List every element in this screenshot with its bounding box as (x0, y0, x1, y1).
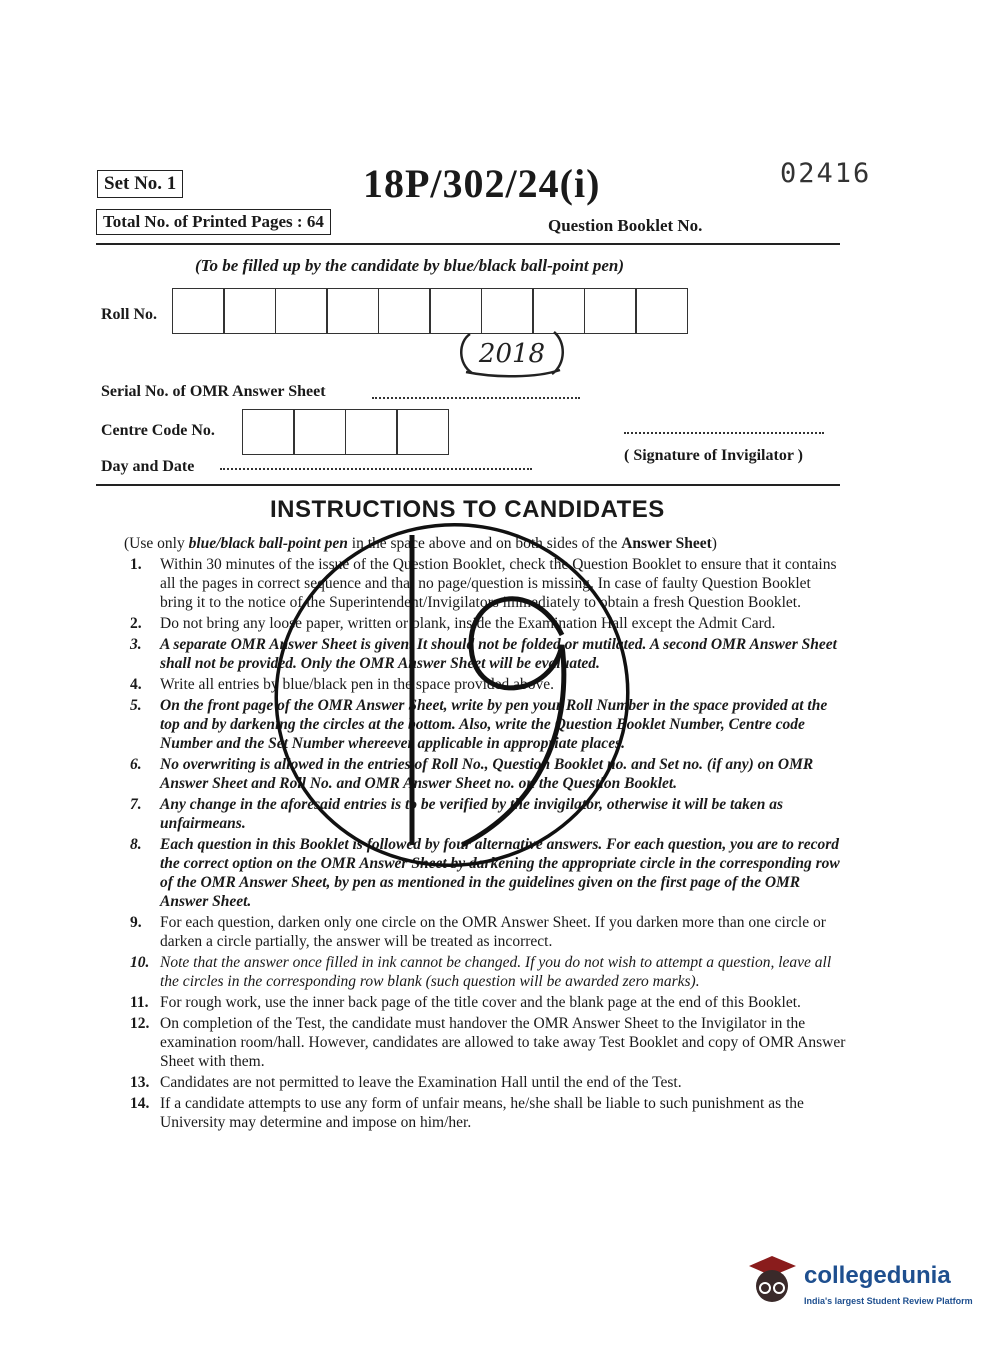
handwritten-year-stamp (456, 328, 568, 378)
instruction-item: 5. On the front page of the OMR Answer Sheet, write by pen your Roll Number in the space provided at the top and by darkening the circles at the bottom. Also, write the Question Booklet Number, Centre code Number and the Set Number whereever applicable in appropriate places. (130, 697, 828, 752)
instruction-item: 1. Within 30 minutes of the issue of the Question Booklet, check the Question Booklet to ensure that it contains all the pages in correct sequence and that no page/question is missing. In case of faulty Question Booklet bring it to the notice of the Superintendent/Invigilators immediately to obtain a fresh Question Booklet. (130, 556, 837, 611)
centre-code-label: Centre Code No. (101, 422, 215, 439)
instruction-item: 2. Do not bring any loose paper, written or blank, inside the Examination Hall except the Admit Card. (130, 615, 776, 632)
roll-label: Roll No. (101, 306, 157, 323)
booklet-number: 02416 (780, 158, 872, 189)
handwritten-circle-mark (262, 505, 642, 885)
instruction-item: 7. Any change in the aforesaid entries is to be verified by the invigilator, otherwise it will be taken as unfairmeans. (130, 796, 784, 832)
instruction-item: 4. Write all entries by blue/black pen in the space provided above. (130, 676, 555, 693)
booklet-label: Question Booklet No. (548, 216, 703, 235)
roll-cell[interactable] (584, 288, 637, 334)
roll-cell[interactable] (635, 288, 688, 334)
instruction-item: 13. Candidates are not permitted to leave the Examination Hall until the end of the Test. (130, 1074, 682, 1091)
brand-tagline: India's largest Student Review Platform (804, 1296, 973, 1306)
centre-cell[interactable] (242, 409, 295, 455)
brand-name: collegedunia (804, 1262, 951, 1289)
svg-text:2018: 2018 (478, 339, 546, 369)
header-divider (96, 243, 840, 245)
pen-instruction: (Use only blue/black ball-point pen in the space above and on both sides of the Answer Sheet) (124, 535, 717, 552)
roll-cell[interactable] (326, 288, 379, 334)
centre-cell[interactable] (345, 409, 398, 455)
centre-cell[interactable] (293, 409, 346, 455)
instruction-item: 12. On completion of the Test, the candidate must handover the OMR Answer Sheet to the Invigilator in the examination room/hall. However, candidates are allowed to take away Test Booklet and copy of OMR Answer Sheet with them. (130, 1015, 846, 1070)
instruction-item: 8. Each question in this Booklet is followed by four alternative answers. For each question, you are to record the correct option on the OMR Answer Sheet by darkening the appropriate circle in the corresponding row of the OMR Answer Sheet, by pen as mentioned in the guidelines given on the first page of the OMR Answer Sheet. (130, 836, 840, 910)
instruction-item: 6. No overwriting is allowed in the entries of Roll No., Question Booklet no. and Set no. (if any) on OMR Answer Sheet and Roll No. and OMR Answer Sheet no. on the Question Booklet. (130, 756, 814, 792)
day-date-field[interactable] (220, 468, 532, 470)
fill-note: (To be filled up by the candidate by blue/black ball-point pen) (195, 256, 625, 275)
roll-number-boxes[interactable] (173, 288, 688, 334)
instruction-item: 14. If a candidate attempts to use any form of unfair means, he/she shall be liable to such punishment as the University may determine and impose on him/her. (130, 1095, 804, 1131)
centre-code-boxes[interactable] (243, 409, 449, 455)
signature-field[interactable] (624, 432, 824, 434)
set-number: Set No. 1 (97, 170, 183, 198)
roll-cell[interactable] (172, 288, 225, 334)
omr-serial-label: Serial No. of OMR Answer Sheet (101, 383, 326, 400)
signature-label: ( Signature of Invigilator ) (624, 447, 803, 464)
roll-cell[interactable] (275, 288, 328, 334)
omr-serial-field[interactable] (372, 397, 580, 399)
day-date-label: Day and Date (101, 458, 195, 475)
paper-code: 18P/302/24(i) (363, 161, 601, 206)
form-divider (96, 484, 840, 486)
instruction-item: 9. For each question, darken only one circle on the OMR Answer Sheet. If you darken more than one circle or darken a circle partially, the answer will be treated as incorrect. (130, 914, 826, 950)
centre-cell[interactable] (396, 409, 449, 455)
instructions-title: INSTRUCTIONS TO CANDIDATES (270, 496, 665, 523)
total-pages: Total No. of Printed Pages : 64 (96, 209, 331, 235)
instruction-item: 10. Note that the answer once filled in ink cannot be changed. If you do not wish to attempt a question, leave all the circles in the corresponding row blank (such question will be awarded zero marks). (130, 954, 832, 990)
roll-cell[interactable] (378, 288, 431, 334)
instruction-item: 3. A separate OMR Answer Sheet is given. It should not be folded or mutilated. A second OMR Answer Sheet shall not be provided. Only the OMR Answer Sheet will be evaluated. (130, 636, 837, 672)
roll-cell[interactable] (223, 288, 276, 334)
instruction-item: 11. For rough work, use the inner back page of the title cover and the blank page at the end of this Booklet. (130, 994, 801, 1011)
